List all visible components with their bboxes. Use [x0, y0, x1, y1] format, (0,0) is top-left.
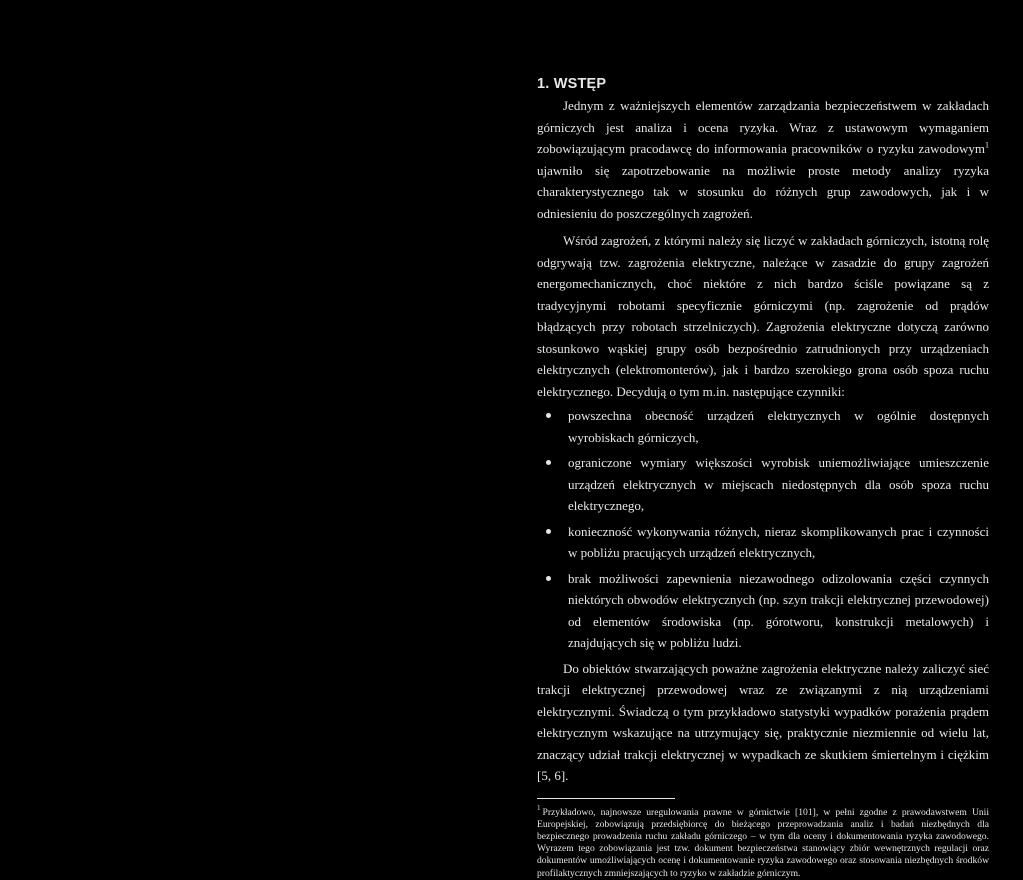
hazards-paragraph: Wśród zagrożeń, z którymi należy się liczyć w zakładach górniczych, istotną rolę odgrywają tzw. zagrożenia elektryczne, należące w zasadzie do grupy zagrożeń energomechanicznych, choć niektóre z nich bardzo ściśle powiązane są z tradycyjnymi robotami specyficznie górniczymi (np. zagrożenie od prądów błądzących przy robotach strzelniczych). Zagrożenia elektryczne dotyczą zarówno stosunkowo wąskiej grupy osób bezpośrednio zatrudnionych przy urządzeniach elektrycznych (elektromonterów), jak i bardzo szerokiego grona osób spoza ruchu elektrycznego. Decydują o tym m.in. następujące czynniki: — [537, 233, 989, 399]
intro-paragraph — [537, 95, 989, 224]
list-item-text: brak możliwości zapewnienia niezawodnego odizolowania części czynnych niektórych obwodów elektrycznych (np. szyn trakcji elektrycznej przewodowej) od elementów środowiska (np. górotworu, konstrukcji metalowych) i znajdujących się w pobliżu ludzi. — [568, 570, 989, 650]
bullet-icon — [546, 576, 551, 581]
list-item-text: ograniczone wymiary większości wyrobisk uniemożliwiające umieszczenie urządzeń elektrycznych w miejscach niedostępnych dla osób spoza ruchu elektrycznego, — [568, 455, 989, 513]
intro-text-end: ujawniło się zapotrzebowanie na możliwie proste metody analizy ryzyka charakterystycznego tak w stosunku do różnych grup zawodowych, jak i w odniesieniu do poszczególnych zagrożeń. — [537, 162, 989, 221]
list-item — [537, 405, 989, 448]
list-item — [537, 452, 989, 517]
intro-text-start: Jednym z ważniejszych elementów zarządzania bezpieczeństwem w zakładach górniczych jest analiza i ocena ryzyka. Wraz z ustawowym wymaganiem zobowiązującym pracodawcę do informowania pracowników o ryzyku zawodowym — [537, 98, 989, 156]
document-page — [537, 74, 989, 880]
bullet-icon — [546, 460, 551, 465]
section-heading: 1. WSTĘP — [537, 76, 607, 92]
list-item — [537, 521, 989, 564]
footnote-text: Przykładowo, najnowsze uregulowania prawne w górnictwie [101], w pełni zgodne z prawodawstwem Unii Europejskiej, zobowiązują przedsiębiorcę do bieżącego przeprowadzania analiz i badań niezbędnych dla bezpiecznego prowadzenia ruchu zakładu górniczego – w tym dla oceny i dokumentowania ryzyka zawodowego. Wyrazem tego zobowiązania jest tzw. dokument bezpieczeństwa stanowiący zbiór wewnętrznych regulacji oraz dokumentów umożliwiających ocenę i dokumentowanie ryzyka zawodowego oraz stosowania niezbędnych środków profilaktycznych zmniejszających to ryzyko w zakładzie górniczym. — [537, 806, 989, 879]
footnote-divider — [537, 798, 675, 799]
footnote — [537, 804, 989, 880]
footnote-reference: 1 — [985, 140, 989, 150]
list-item-text: konieczność wykonywania różnych, nieraz skomplikowanych prac i czynności w pobliżu pracujących urządzeń elektrycznych, — [568, 523, 989, 560]
list-item — [537, 568, 989, 654]
traction-paragraph: Do obiektów stwarzających poważne zagrożenia elektryczne należy zaliczyć sieć trakcji elektrycznej przewodowej wraz ze związanymi z nią urządzeniami elektrycznymi. Świadczą o tym przykładowo statystyki wypadków porażenia prądem elektrycznym wskazujące na utrzymujący się, praktycznie niezmiennie od wielu lat, znaczący udział trakcji elektrycznej w wypadkach ze skutkiem śmiertelnym i ciężkim [5, 6]. — [537, 660, 989, 783]
footnote-mark: 1 — [537, 804, 541, 813]
bullet-icon — [546, 529, 551, 534]
factors-list — [537, 405, 989, 654]
list-item-text: powszechna obecność urządzeń elektrycznych w ogólnie dostępnych wyrobiskach górniczych, — [568, 408, 989, 445]
bullet-icon — [546, 413, 551, 418]
